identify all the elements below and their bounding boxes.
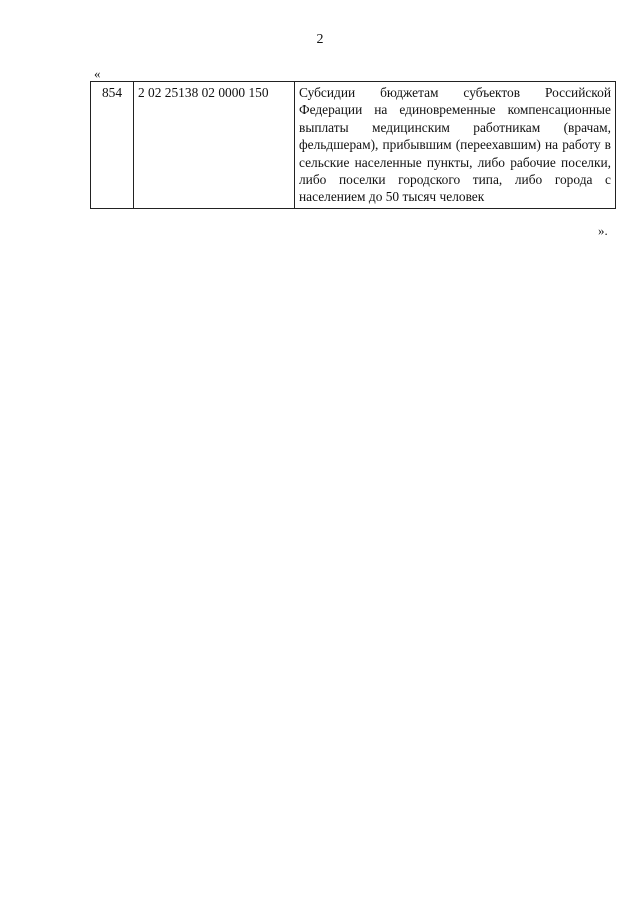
kbk-code-cell: 2 02 25138 02 0000 150 [134,82,295,209]
budget-classification-table [90,81,616,209]
table-row [91,82,616,209]
closing-quote-mark: ». [598,223,608,238]
description-cell: Субсидии бюджетам субъектов Российской Федерации на единовременные компенсационные выплаты медицинским работникам (врачам, фельдшерам), прибывшим (переехавшим) на работу в сельские населенные пункты, либо рабочие поселки, либо поселки городского типа, либо города с населением до 50 тысяч человек [295,82,616,209]
opening-quote-mark: « [94,66,101,81]
page-number: 2 [316,32,324,47]
admin-code-cell: 854 [91,82,134,209]
